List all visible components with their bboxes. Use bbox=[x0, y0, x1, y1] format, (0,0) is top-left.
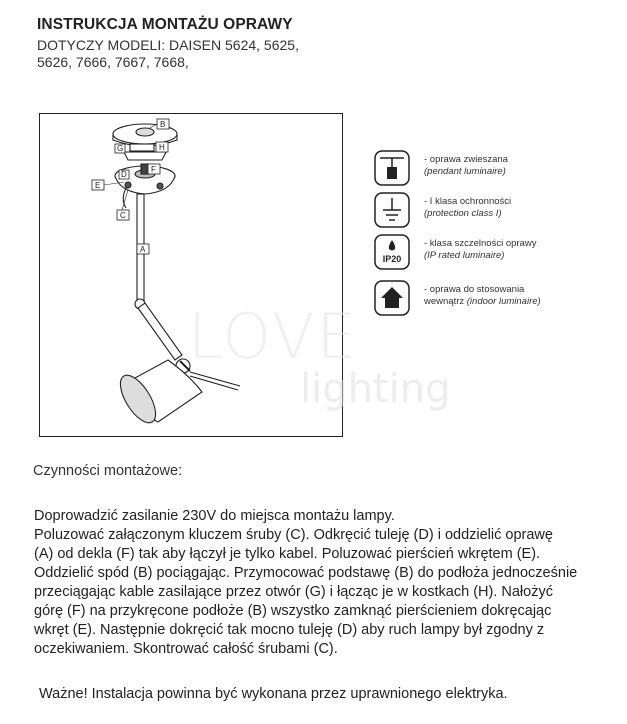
label-e: E bbox=[95, 181, 101, 190]
legend-ip-en: (IP rated luminaire) bbox=[424, 250, 505, 261]
instruction-line: (A) od dekla (F) tak aby łączył je tylko kabel. Poluzować pierścień wkrętem (E). bbox=[34, 546, 541, 562]
legend-indoor-en: (indoor luminaire) bbox=[466, 296, 541, 307]
legend-indoor-pl2: wewnątrz bbox=[424, 296, 465, 307]
label-h: H bbox=[159, 143, 165, 152]
watermark bbox=[180, 300, 451, 430]
instruction-line: oczekiwaniem. Skontrować całość śrubami (C). bbox=[34, 641, 338, 657]
ip-rating-icon bbox=[374, 234, 410, 270]
instruction-line: przeciągając kable zasilające przez otwór (G) i łącząc je w kostkach (H). Nałożyć bbox=[34, 584, 553, 600]
label-c: C bbox=[120, 211, 126, 220]
document-title: INSTRUKCJA MONTAŻU OPRAWY bbox=[37, 16, 293, 33]
instruction-line: wkręt (E). Następnie dokręcić tak mocno tuleję (D) aby ruch lampy był zgodny z bbox=[34, 622, 545, 638]
label-f: F bbox=[151, 165, 156, 174]
legend-ip-pl: - klasa szczelności oprawy bbox=[424, 238, 537, 249]
label-b: B bbox=[160, 120, 166, 129]
label-a: A bbox=[140, 245, 146, 254]
instruction-line: górę (F) na przykręcone podłoże (B) wszystko zamknąć pierścieniem dokręcając bbox=[34, 603, 552, 619]
legend-indoor-pl: - oprawa do stosowania bbox=[424, 284, 525, 295]
warning-note: Ważne! Instalacja powinna być wykonana przez uprawnionego elektryka. bbox=[39, 686, 508, 702]
document-subtitle: DOTYCZY MODELI: DAISEN 5624, 5625, 5626, 7666, 7667, 7668, bbox=[37, 37, 299, 70]
legend-pendant-pl: - oprawa zwieszana bbox=[424, 154, 508, 165]
instruction-line: Poluzować załączonym kluczem śruby (C). Odkręcić tuleję (D) i oddzielić oprawę bbox=[34, 527, 553, 543]
section-label: Czynności montażowe: bbox=[33, 463, 183, 479]
watermark-lighting: lighting bbox=[300, 366, 451, 412]
legend-item-protection bbox=[374, 192, 624, 232]
legend-item-ip bbox=[374, 234, 624, 274]
protection-class-icon bbox=[374, 192, 410, 228]
pendant-luminaire-icon bbox=[374, 150, 410, 186]
instruction-line: Oddzielić spód (B) pociągając. Przymocować podstawę (B) do podłoża jednocześnie bbox=[34, 565, 578, 581]
legend-protection-en: (protection class I) bbox=[424, 208, 502, 219]
ip-rating-text: IP20 bbox=[382, 254, 402, 264]
watermark-love: LOVE bbox=[188, 300, 358, 373]
legend-pendant-en: (pendant luminaire) bbox=[424, 166, 506, 177]
legend-protection-pl: - I klasa ochronności bbox=[424, 196, 512, 207]
instruction-line: Doprowadzić zasilanie 230V do miejsca montażu lampy. bbox=[34, 508, 395, 524]
label-d: D bbox=[121, 170, 127, 179]
arm-shape bbox=[138, 303, 182, 360]
label-g: G bbox=[117, 144, 124, 153]
legend-item-pendant bbox=[374, 150, 624, 190]
instructions-text bbox=[34, 507, 614, 659]
